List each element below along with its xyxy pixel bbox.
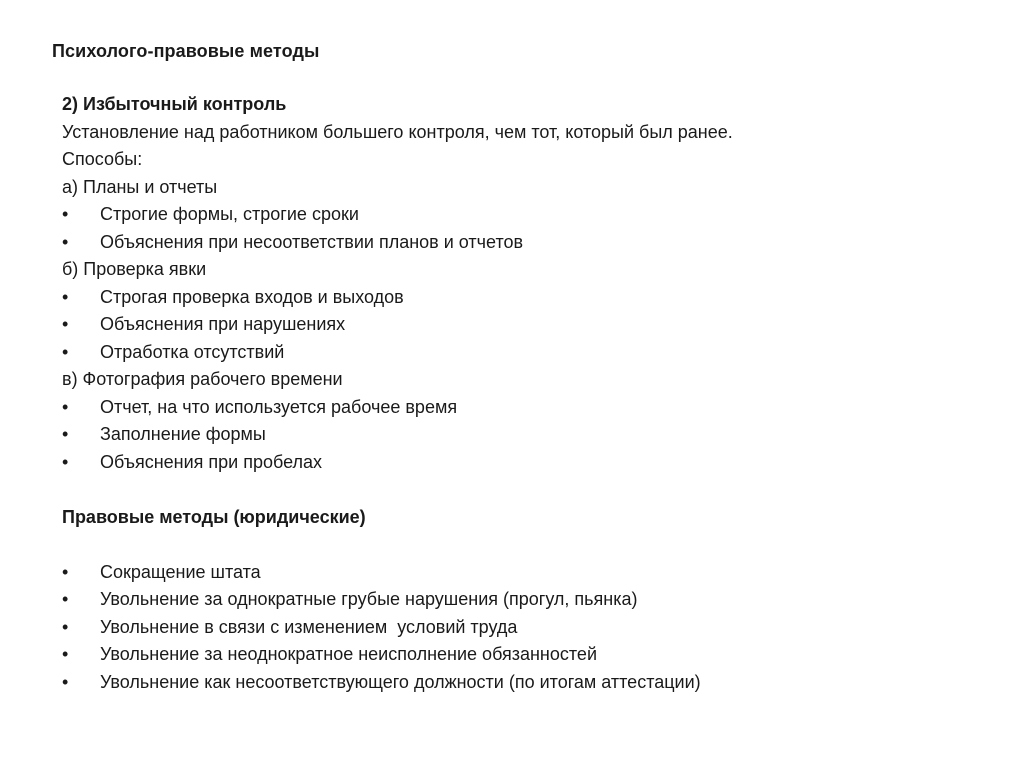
bullet-icon: • [62, 644, 69, 664]
list-item-text: Строгая проверка входов и выходов [100, 286, 404, 307]
methods-label: Способы: [62, 149, 143, 169]
list-item-text: Отчет, на что используется рабочее время [100, 396, 458, 417]
list-item-text: Заполнение формы [100, 424, 266, 444]
bullet-icon: • [62, 671, 69, 692]
bullet-icon: • [62, 286, 69, 307]
list-item [62, 229, 1002, 257]
bullet-icon: • [62, 451, 69, 472]
list-item-text: Отработка отсутствий [100, 341, 285, 362]
list-item-text: Увольнение за однократные грубые нарушения (прогул, пьянка) [100, 589, 638, 609]
list-item [62, 669, 1002, 697]
list-item-text: Увольнение за неоднократное неисполнение обязанностей [100, 644, 597, 664]
bullet-icon: • [62, 561, 69, 582]
spacer [62, 476, 1002, 504]
slide-content [62, 91, 1002, 696]
intro-text: Установление над работником большего контроля, чем тот, который был ранее. [62, 121, 733, 142]
list-item [62, 586, 1002, 614]
list-item [62, 311, 1002, 339]
list-item [62, 394, 1002, 422]
bullet-icon: • [62, 396, 69, 417]
group-label-attendance: б) Проверка явки [62, 259, 207, 279]
list-item [62, 284, 1002, 312]
bullet-icon: • [62, 204, 69, 224]
slide-title: Психолого-правовые методы [52, 41, 320, 61]
bullet-icon: • [62, 424, 69, 444]
section-heading-legal: Правовые методы (юридические) [62, 506, 366, 527]
spacer [62, 531, 1002, 559]
list-item [62, 201, 1002, 229]
list-item-text: Увольнение в связи с изменением условий труда [100, 616, 518, 637]
list-item-text: Строгие формы, строгие сроки [100, 204, 359, 224]
list-item-text: Объяснения при пробелах [100, 451, 323, 472]
list-item [62, 449, 1002, 477]
list-item [62, 614, 1002, 642]
list-item [62, 641, 1002, 669]
bullet-icon: • [62, 231, 69, 252]
list-item-text: Увольнение как несоответствующего должности (по итогам аттестации) [100, 671, 701, 692]
group-label-plans: а) Планы и отчеты [62, 176, 218, 197]
section-heading-excess-control: 2) Избыточный контроль [62, 94, 287, 114]
bullet-icon: • [62, 341, 69, 362]
list-item-text: Сокращение штата [100, 561, 261, 582]
list-item-text: Объяснения при несоответствии планов и отчетов [100, 231, 524, 252]
list-item [62, 559, 1002, 587]
list-item [62, 339, 1002, 367]
bullet-icon: • [62, 589, 69, 609]
group-label-worktime: в) Фотография рабочего времени [62, 369, 343, 389]
bullet-icon: • [62, 314, 69, 334]
bullet-icon: • [62, 616, 69, 637]
list-item [62, 421, 1002, 449]
list-item-text: Объяснения при нарушениях [100, 314, 346, 334]
